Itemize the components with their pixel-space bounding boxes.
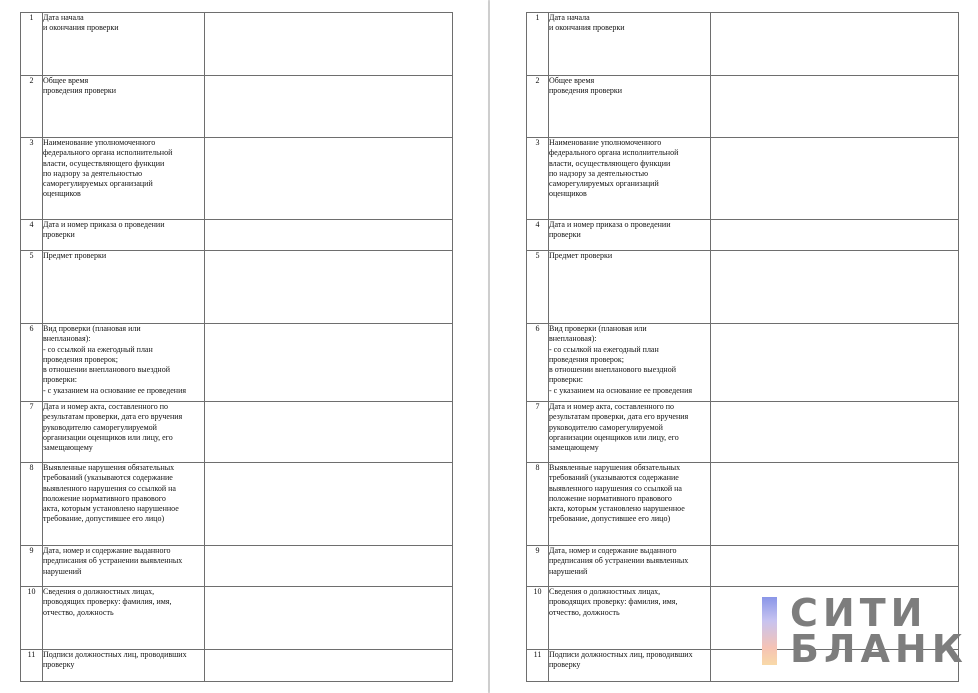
table-row — [21, 650, 453, 682]
row-number: 4 — [21, 220, 43, 251]
row-label: Дата, номер и содержание выданного предписания об устранении выявленных нарушений — [549, 546, 689, 576]
row-label: Дата и номер акта, составленного по результатам проверки, дата его вручения руководителю саморегулируемой организации оценщиков или лицу, его замещающему — [549, 402, 689, 453]
row-label: Выявленные нарушения обязательных требований (указываются содержание выявленного нарушения со ссылкой на положение нормативного правового акта, которым установлено нарушенное требование, допустившее его лицо) — [549, 463, 685, 524]
table-row — [21, 251, 453, 324]
row-value-field[interactable] — [205, 546, 453, 587]
table-row — [527, 324, 959, 402]
row-label-cell — [43, 587, 205, 650]
row-label-cell — [549, 546, 711, 587]
row-number: 10 — [21, 587, 43, 650]
row-number: 11 — [21, 650, 43, 682]
row-label: Подписи должностных лиц, проводивших проверку — [549, 650, 693, 670]
page-left — [0, 0, 488, 693]
row-number: 3 — [527, 138, 549, 220]
row-label: Сведения о должностных лицах, проводящих проверку: фамилия, имя, отчество, должность — [43, 587, 172, 617]
row-label-cell — [549, 138, 711, 220]
table-row — [21, 546, 453, 587]
row-value-field[interactable] — [711, 13, 959, 76]
citiblank-logo — [760, 591, 968, 671]
row-number: 4 — [527, 220, 549, 251]
logo-text-line2: БЛАНК — [790, 627, 968, 671]
inspection-journal-table-left — [20, 12, 453, 682]
row-number: 11 — [527, 650, 549, 682]
table-row — [527, 76, 959, 138]
row-value-field[interactable] — [711, 463, 959, 546]
row-number: 5 — [527, 251, 549, 324]
row-label-cell — [43, 13, 205, 76]
row-value-field[interactable] — [711, 220, 959, 251]
row-label: Общее время проведения проверки — [43, 76, 117, 96]
row-value-field[interactable] — [205, 251, 453, 324]
inspection-journal-table-right — [526, 12, 959, 682]
table-row — [527, 463, 959, 546]
table-row — [21, 220, 453, 251]
row-label-cell — [43, 463, 205, 546]
table-row — [527, 13, 959, 76]
row-number: 8 — [21, 463, 43, 546]
table-row — [21, 138, 453, 220]
row-label-cell — [549, 13, 711, 76]
row-label-cell — [549, 587, 711, 650]
table-row — [21, 324, 453, 402]
row-label: Дата начала и окончания проверки — [549, 13, 625, 33]
row-label: Общее время проведения проверки — [549, 76, 623, 96]
table-row — [527, 546, 959, 587]
row-label-cell — [43, 402, 205, 463]
row-label-cell — [549, 324, 711, 402]
row-number: 9 — [527, 546, 549, 587]
row-label: Дата и номер приказа о проведении проверки — [549, 220, 671, 240]
row-number: 2 — [21, 76, 43, 138]
row-label: Подписи должностных лиц, проводивших проверку — [43, 650, 187, 670]
row-label-cell — [549, 76, 711, 138]
row-value-field[interactable] — [205, 138, 453, 220]
row-number: 7 — [21, 402, 43, 463]
row-number: 9 — [21, 546, 43, 587]
table-row — [21, 76, 453, 138]
table-row — [527, 402, 959, 463]
row-label-cell — [43, 324, 205, 402]
logo-gradient-bar — [762, 597, 777, 665]
row-label-cell — [549, 463, 711, 546]
row-label: Наименование уполномоченного федерального органа исполнительной власти, осуществляющего функции по надзору за деятельностью саморегулируемых организаций оценщиков — [549, 138, 679, 199]
table-row — [527, 251, 959, 324]
row-label-cell — [43, 76, 205, 138]
row-number: 6 — [21, 324, 43, 402]
row-number: 6 — [527, 324, 549, 402]
table-row — [21, 402, 453, 463]
row-number: 3 — [21, 138, 43, 220]
table-row — [21, 13, 453, 76]
row-label-cell — [43, 251, 205, 324]
row-value-field[interactable] — [711, 324, 959, 402]
row-value-field[interactable] — [205, 220, 453, 251]
row-label: Дата начала и окончания проверки — [43, 13, 119, 33]
row-label-cell — [549, 220, 711, 251]
row-number: 2 — [527, 76, 549, 138]
row-value-field[interactable] — [205, 13, 453, 76]
row-label: Дата и номер приказа о проведении проверки — [43, 220, 165, 240]
row-label: Вид проверки (плановая или внеплановая): - со ссылкой на ежегодный план проведения проверок; в отношении внепланового выездной проверки: - с указанием на основание ее проведения — [549, 324, 693, 395]
row-label-cell — [43, 546, 205, 587]
row-label: Сведения о должностных лицах, проводящих проверку: фамилия, имя, отчество, должность — [549, 587, 678, 617]
row-value-field[interactable] — [205, 587, 453, 650]
row-value-field[interactable] — [205, 463, 453, 546]
row-label: Вид проверки (плановая или внеплановая): - со ссылкой на ежегодный план проведения проверок; в отношении внепланового выездной проверки: - с указанием на основание ее проведения — [43, 324, 187, 395]
row-value-field[interactable] — [205, 324, 453, 402]
row-value-field[interactable] — [205, 650, 453, 682]
row-label: Предмет проверки — [43, 251, 107, 260]
row-number: 8 — [527, 463, 549, 546]
page-right — [490, 0, 978, 693]
row-label: Выявленные нарушения обязательных требований (указываются содержание выявленного нарушения со ссылкой на положение нормативного правового акта, которым установлено нарушенное требование, допустившее его лицо) — [43, 463, 179, 524]
row-label-cell — [43, 650, 205, 682]
row-value-field[interactable] — [711, 76, 959, 138]
row-value-field[interactable] — [711, 138, 959, 220]
row-label-cell — [549, 650, 711, 682]
row-label: Дата, номер и содержание выданного предписания об устранении выявленных нарушений — [43, 546, 183, 576]
row-value-field[interactable] — [205, 76, 453, 138]
row-number: 5 — [21, 251, 43, 324]
row-value-field[interactable] — [711, 251, 959, 324]
row-number: 7 — [527, 402, 549, 463]
row-label: Предмет проверки — [549, 251, 613, 260]
table-row — [21, 463, 453, 546]
row-label: Наименование уполномоченного федерального органа исполнительной власти, осуществляющего функции по надзору за деятельностью саморегулируемых организаций оценщиков — [43, 138, 173, 199]
row-value-field[interactable] — [711, 402, 959, 463]
table-row — [527, 220, 959, 251]
row-number: 1 — [21, 13, 43, 76]
row-value-field[interactable] — [205, 402, 453, 463]
table-row — [21, 587, 453, 650]
table-row — [527, 138, 959, 220]
row-value-field[interactable] — [711, 546, 959, 587]
row-number: 1 — [527, 13, 549, 76]
logo-text-line1: СИТИ — [790, 591, 928, 635]
row-label: Дата и номер акта, составленного по результатам проверки, дата его вручения руководителю саморегулируемой организации оценщиков или лицу, его замещающему — [43, 402, 183, 453]
row-number: 10 — [527, 587, 549, 650]
row-label-cell — [549, 402, 711, 463]
row-label-cell — [43, 220, 205, 251]
row-label-cell — [43, 138, 205, 220]
row-label-cell — [549, 251, 711, 324]
